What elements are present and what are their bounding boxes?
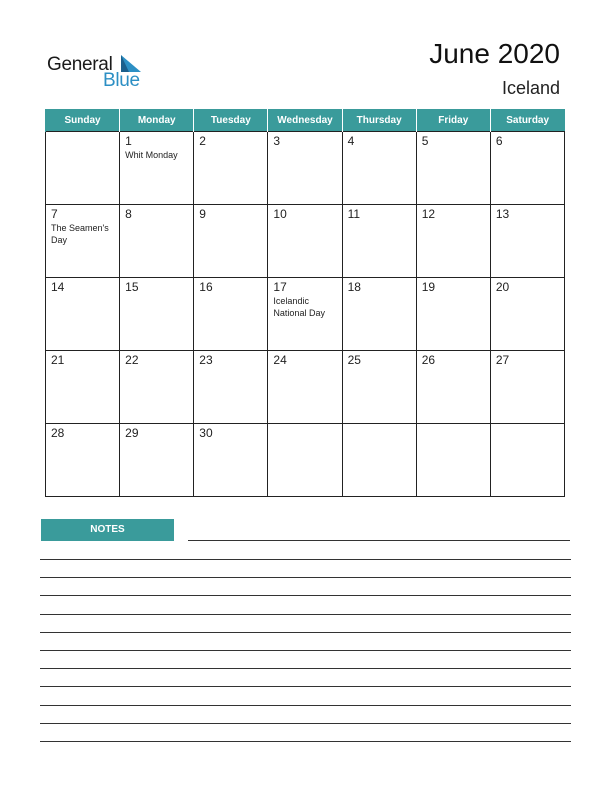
day-number: 30 [199, 426, 213, 440]
calendar-day-cell [120, 424, 194, 497]
calendar-day-cell [342, 424, 416, 497]
notes-line [40, 577, 571, 578]
notes-line [40, 632, 571, 633]
day-number: 11 [347, 207, 361, 221]
calendar-day-cell [342, 351, 416, 424]
page-title: June 2020 [429, 38, 560, 69]
day-number: 19 [421, 280, 436, 294]
weekday-header: Saturday [490, 109, 564, 132]
logo-general-text: General [47, 54, 113, 75]
calendar-week-row [46, 424, 565, 497]
day-number: 18 [347, 280, 361, 294]
calendar-day-cell [194, 424, 268, 497]
calendar-day-cell [416, 351, 490, 424]
calendar-day-cell [342, 278, 416, 351]
holiday-label: Icelandic National Day [273, 296, 325, 318]
calendar-day-cell [46, 205, 120, 278]
weekday-header-row [46, 109, 565, 132]
holiday-label: Whit Monday [125, 150, 178, 160]
calendar-day-cell [416, 278, 490, 351]
day-number: 6 [495, 134, 503, 148]
calendar-day-cell [46, 132, 120, 205]
calendar-day-cell [268, 424, 342, 497]
day-number: 17 [273, 280, 287, 294]
weekday-header: Wednesday [268, 109, 342, 132]
calendar-day-cell [46, 278, 120, 351]
calendar-week-row [46, 132, 565, 205]
calendar-day-cell [416, 424, 490, 497]
calendar-day-cell [268, 351, 342, 424]
calendar-day-cell [490, 132, 564, 205]
weekday-header: Tuesday [194, 109, 268, 132]
calendar-day-cell [416, 205, 490, 278]
day-number: 27 [495, 353, 510, 367]
day-number: 3 [273, 134, 281, 148]
day-number: 23 [199, 353, 213, 367]
calendar-day-cell [268, 132, 342, 205]
day-number: 21 [51, 353, 65, 367]
notes-label: NOTES [41, 519, 174, 541]
day-number: 10 [273, 207, 287, 221]
day-number: 20 [495, 280, 510, 294]
notes-line [188, 540, 570, 541]
calendar-day-cell [46, 351, 120, 424]
day-number: 2 [199, 134, 206, 148]
calendar-day-cell [268, 278, 342, 351]
day-number: 24 [273, 353, 287, 367]
calendar-grid [45, 109, 565, 497]
calendar-day-cell [490, 205, 564, 278]
calendar-day-cell [490, 424, 564, 497]
notes-line [40, 705, 571, 706]
day-number: 15 [125, 280, 139, 294]
day-number: 29 [125, 426, 139, 440]
calendar-day-cell [194, 278, 268, 351]
calendar-day-cell [490, 351, 564, 424]
logo [47, 52, 147, 92]
day-number: 26 [421, 353, 436, 367]
weekday-header: Thursday [342, 109, 416, 132]
country-name: Iceland [501, 78, 560, 98]
calendar-week-row [46, 351, 565, 424]
notes-line [40, 595, 571, 596]
day-number: 28 [51, 426, 65, 440]
day-number: 12 [421, 207, 436, 221]
calendar-day-cell [120, 278, 194, 351]
day-number: 16 [199, 280, 213, 294]
notes-line [40, 723, 571, 724]
calendar-day-cell [120, 132, 194, 205]
calendar-week-row [46, 205, 565, 278]
weekday-header: Friday [416, 109, 490, 132]
notes-line [40, 741, 571, 742]
day-number: 9 [199, 207, 206, 221]
calendar-day-cell [120, 205, 194, 278]
weekday-header: Monday [120, 109, 194, 132]
calendar-day-cell [342, 205, 416, 278]
notes-line [40, 650, 571, 651]
calendar-day-cell [46, 424, 120, 497]
notes-line [40, 686, 571, 687]
day-number: 14 [51, 280, 65, 294]
day-number: 22 [125, 353, 139, 367]
calendar-day-cell [416, 132, 490, 205]
day-number: 5 [421, 134, 429, 148]
notes-line [40, 559, 571, 560]
day-number: 25 [347, 353, 361, 367]
notes-line [40, 668, 571, 669]
day-number: 7 [51, 207, 58, 221]
day-number: 1 [125, 134, 132, 148]
calendar-day-cell [120, 351, 194, 424]
holiday-label: The Seamen's Day [51, 223, 109, 245]
calendar-week-row [46, 278, 565, 351]
calendar-day-cell [194, 132, 268, 205]
notes-line [40, 614, 571, 615]
day-number: 4 [347, 134, 355, 148]
calendar-day-cell [268, 205, 342, 278]
calendar-day-cell [194, 351, 268, 424]
calendar-day-cell [194, 205, 268, 278]
day-number: 8 [125, 207, 132, 221]
calendar-day-cell [490, 278, 564, 351]
day-number: 13 [495, 207, 510, 221]
calendar-day-cell [342, 132, 416, 205]
weekday-header: Sunday [46, 109, 120, 132]
logo-blue-text: Blue [103, 70, 140, 91]
